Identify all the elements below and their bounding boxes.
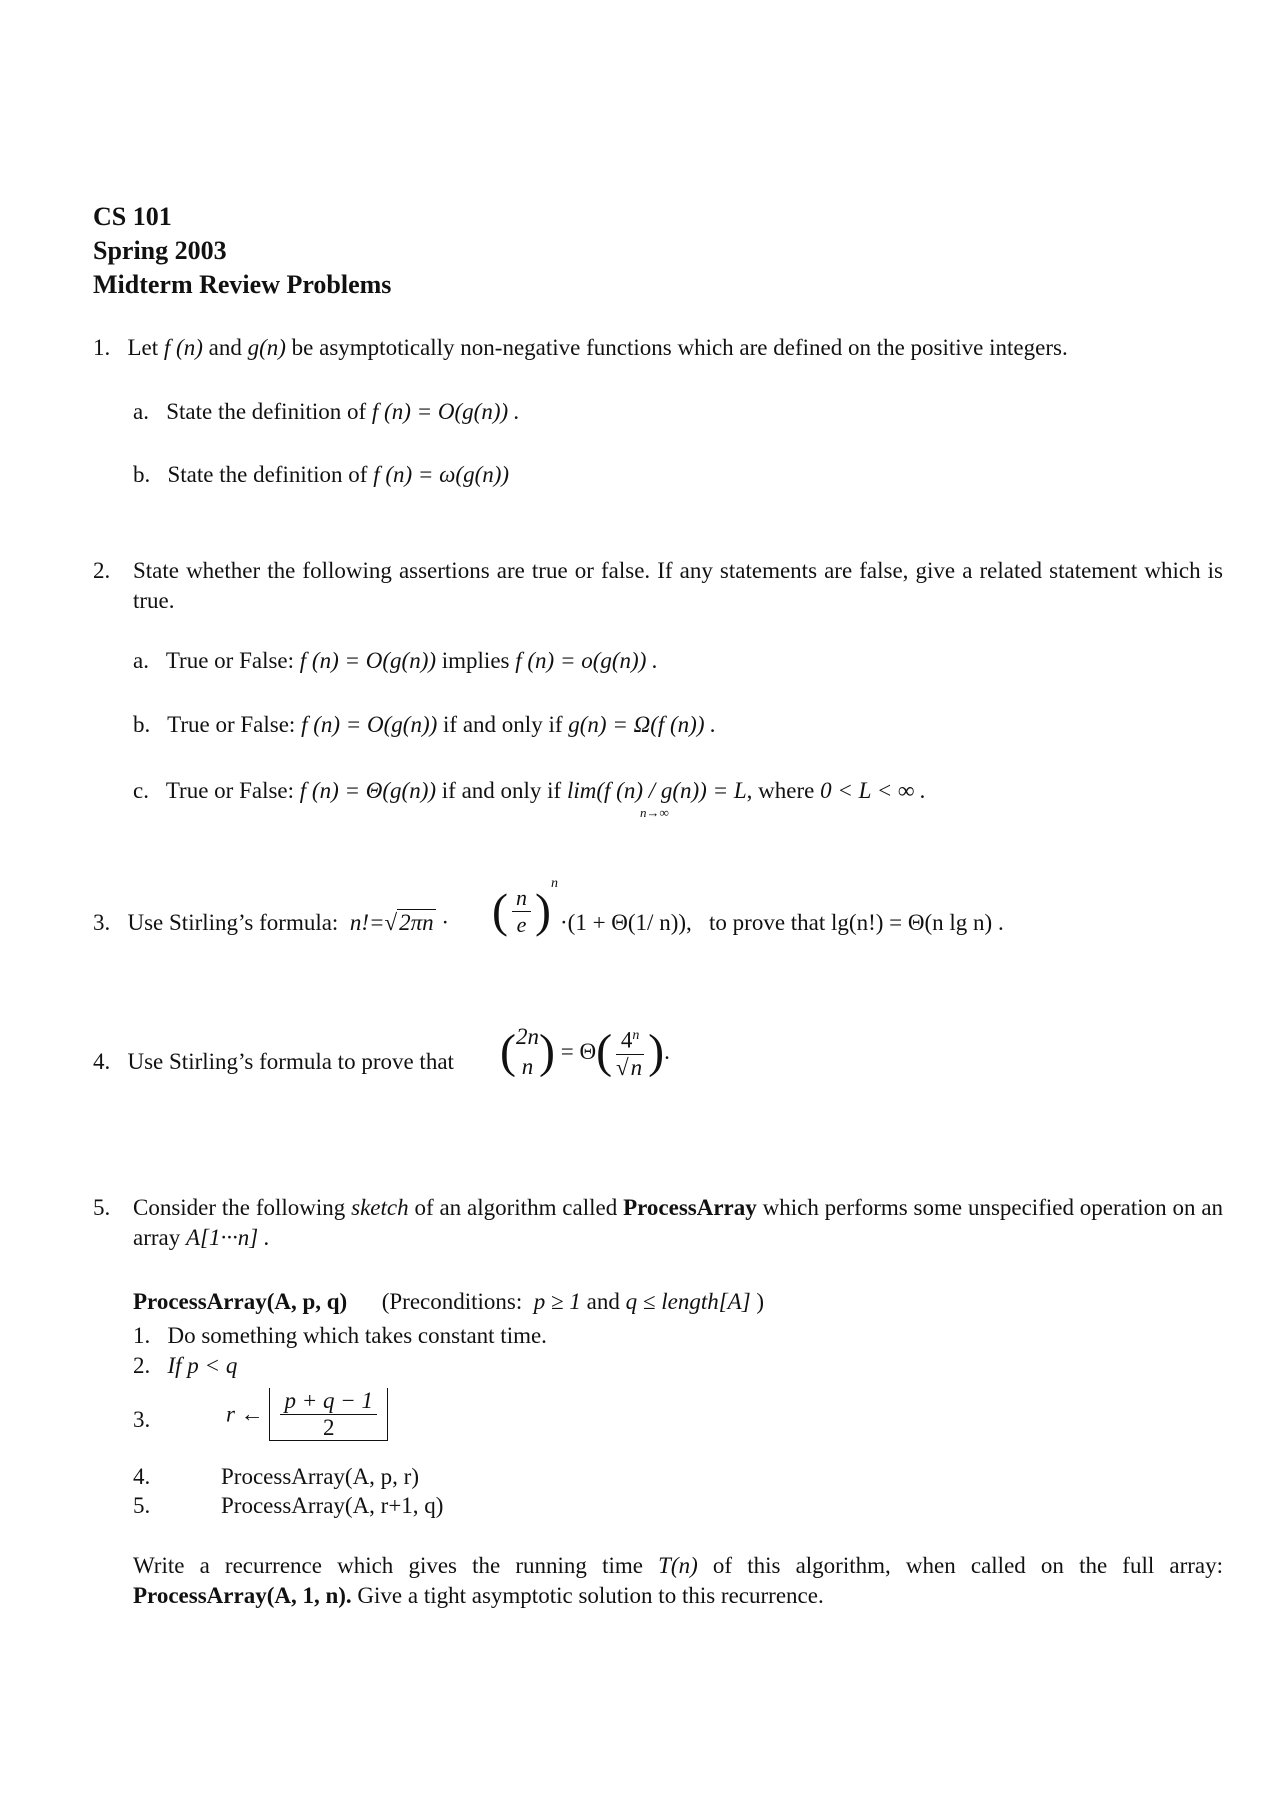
floor-bracket: $\frac{p + q - 1}{2}$ <box>269 1388 388 1441</box>
floor-expression: r ← $\frac{p + q - 1}{2}$ <box>226 1388 388 1441</box>
algo-line-5-text: ProcessArray(A, r+1, q) <box>221 1493 444 1518</box>
problem-3: 3. Use Stirling’s formula: n!=√2πn · <box>93 910 450 935</box>
algo-line-4: 4. <box>133 1464 151 1489</box>
problem-1b: b. State the definition of f (n) = ω(g(n)) <box>133 462 510 487</box>
algo-line-4-text: ProcessArray(A, p, r) <box>221 1464 419 1489</box>
algorithm-signature: ProcessArray(A, p, q) (Preconditions: p ≥ 1 and q ≤ length[A] ) <box>133 1289 765 1314</box>
problem-3-tail: ·(1 + Θ(1/ n)), to prove that lg(n!) = Θ(n lg n) . <box>560 910 1004 935</box>
binomial-expression: ( 2n n ) = Θ( $\frac{4^n}{√n}$ ). <box>500 1024 670 1080</box>
problem-2c: c. True or False: f (n) = Θ(g(n)) if and only if lim(f (n) / g(n)) = L, where 0 < L < ∞ . <box>133 778 926 803</box>
limit-subscript: n→∞ <box>640 805 669 820</box>
problem-1: 1. Let f (n) and g(n) be asymptotically non-negative functions which are defined on the positive integers. <box>93 335 1068 360</box>
problem-5: Consider the following sketch of an algorithm called ProcessArray which performs some unspecified operation on an array A[1···n] . <box>133 1195 1224 1250</box>
problem-2a: a. True or False: f (n) = O(g(n)) implies f (n) = o(g(n)) . <box>133 648 658 673</box>
problem-2b: b. True or False: f (n) = O(g(n)) if and only if g(n) = Ω(f (n)) . <box>133 712 716 737</box>
problem-2: State whether the following assertions are true or false. If any statements are false, give a related statement which is true. <box>133 558 1223 613</box>
problem-1a: a. State the definition of f (n) = O(g(n)) . <box>133 399 520 424</box>
problem-5-closing: Write a recurrence which gives the running time T(n) of this algorithm, when called on the full array: ProcessArray(A, 1, n). Give a tight asymptotic solution to this recurrence. <box>133 1553 1224 1608</box>
problem-2-number: 2. <box>93 558 111 583</box>
document-title: Midterm Review Problems <box>93 270 392 299</box>
algo-line-3: 3. <box>133 1407 151 1432</box>
algo-line-1: 1. Do something which takes constant time. <box>133 1323 547 1348</box>
problem-4: 4. Use Stirling’s formula to prove that <box>93 1049 454 1074</box>
term: Spring 2003 <box>93 236 227 265</box>
stirling-fraction: ( $\frac{n}{e}$ )n <box>492 875 558 938</box>
algo-line-2: 2. If p < q <box>133 1353 238 1378</box>
algo-line-5: 5. <box>133 1493 151 1518</box>
problem-number: 1. <box>93 335 111 360</box>
course-title: CS 101 <box>93 202 172 231</box>
problem-5-number: 5. <box>93 1195 111 1220</box>
